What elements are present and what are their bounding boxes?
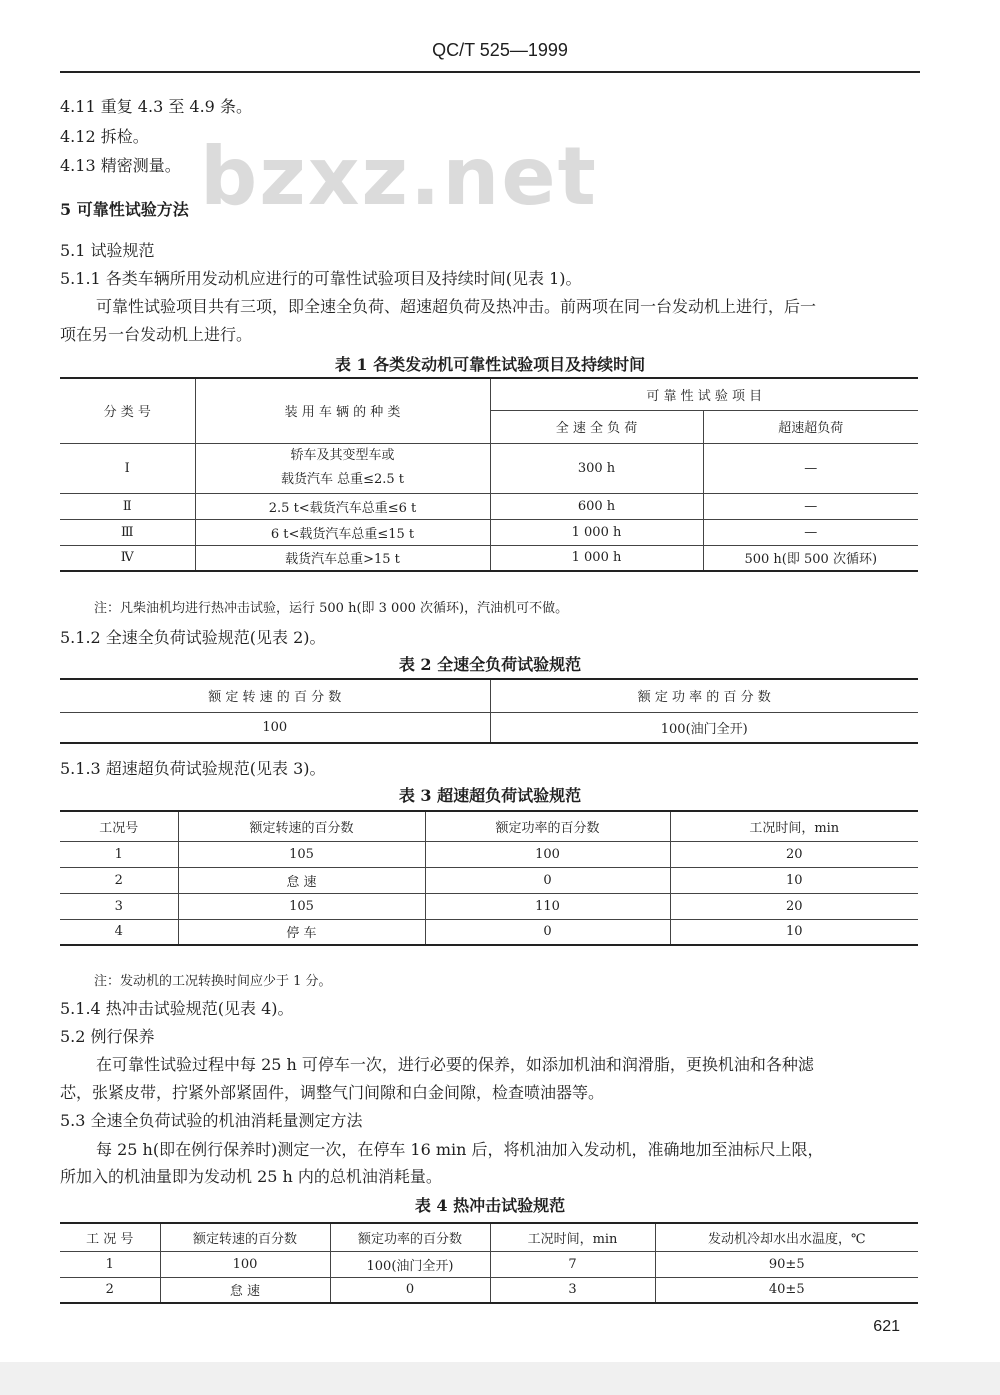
table-row	[60, 519, 918, 545]
table3-note: 注：发动机的工况转换时间应少于 1 分。	[94, 974, 332, 989]
table-cell: Ⅳ	[60, 545, 195, 571]
clause-5-3: 5.3 全速全负荷试验的机油消耗量测定方法	[60, 1111, 363, 1130]
table2-header-speed: 额 定 转 速 的 百 分 数	[60, 679, 490, 712]
clause-5-1-4: 5.1.4 热冲击试验规范(见表 4)。	[60, 999, 294, 1018]
watermark: bzxz.net	[200, 130, 598, 223]
table-cell: Ⅲ	[60, 519, 195, 545]
table-cell: 20	[670, 893, 918, 919]
table-cell: 100(油门全开)	[330, 1251, 490, 1277]
table-cell: 1 000 h	[490, 545, 703, 571]
table3-header: 额定转速的百分数	[178, 811, 425, 841]
cell-line: 轿车及其变型车或	[290, 448, 395, 463]
section-5-heading: 5 可靠性试验方法	[60, 200, 189, 219]
table-cell: 2	[60, 867, 178, 893]
clause-5-1: 5.1 试验规范	[60, 241, 155, 260]
table-cell: 载货汽车总重>15 t	[195, 545, 490, 571]
table-row	[60, 712, 918, 743]
table-cell: 1	[60, 1251, 160, 1277]
table-cell: 2	[60, 1277, 160, 1303]
table-cell: Ⅱ	[60, 493, 195, 519]
table-cell	[195, 443, 490, 493]
table-cell: 100	[60, 712, 490, 743]
table-cell: 40±5	[655, 1277, 918, 1303]
table-row	[60, 893, 918, 919]
table-cell: 4	[60, 919, 178, 945]
table4	[60, 1222, 918, 1304]
paragraph-line: 所加入的机油量即为发动机 25 h 内的总机油消耗量。	[60, 1167, 442, 1186]
table-cell: 3	[60, 893, 178, 919]
table4-header: 工 况 号	[60, 1223, 160, 1251]
clause-5-1-2: 5.1.2 全速全负荷试验规范(见表 2)。	[60, 628, 326, 647]
table-cell: —	[703, 443, 918, 493]
table-cell: 停 车	[178, 919, 425, 945]
table-row	[60, 919, 918, 945]
table-row	[60, 545, 918, 571]
table-cell: Ⅰ	[60, 443, 195, 493]
header-rule	[60, 71, 920, 73]
table-cell: 90±5	[655, 1251, 918, 1277]
table-cell: 1 000 h	[490, 519, 703, 545]
cell-line: 载货汽车 总重≤2.5 t	[280, 472, 405, 487]
clause-5-1-1: 5.1.1 各类车辆所用发动机应进行的可靠性试验项目及持续时间(见表 1)。	[60, 269, 582, 288]
clause-5-1-3: 5.1.3 超速超负荷试验规范(见表 3)。	[60, 759, 326, 778]
table1-header-full-load: 全 速 全 负 荷	[490, 410, 703, 443]
table-cell: 2.5 t<载货汽车总重≤6 t	[195, 493, 490, 519]
table-cell: 105	[178, 841, 425, 867]
table-row	[60, 867, 918, 893]
table2-caption: 表 2 全速全负荷试验规范	[398, 655, 582, 674]
table-cell: 110	[425, 893, 670, 919]
table4-header: 发动机冷却水出水温度，℃	[655, 1223, 918, 1251]
table3-header: 额定功率的百分数	[425, 811, 670, 841]
table1-header-vehicle: 装 用 车 辆 的 种 类	[195, 378, 490, 443]
paragraph-line: 项在另一台发动机上进行。	[60, 325, 253, 344]
table1-caption: 表 1 各类发动机可靠性试验项目及持续时间	[334, 355, 646, 374]
page-header: QC/T 525—1999	[432, 40, 568, 60]
table3-header: 工况时间，min	[670, 811, 918, 841]
table-cell: 500 h(即 500 次循环)	[703, 545, 918, 571]
clause-4-12: 4.12 拆检。	[60, 127, 149, 146]
table3	[60, 810, 918, 946]
clause-4-13: 4.13 精密测量。	[60, 156, 181, 175]
table1-note: 注：凡柴油机均进行热冲击试验，运行 500 h(即 3 000 次循环)，汽油机可不做。	[94, 601, 569, 616]
paragraph-line: 芯，张紧皮带，拧紧外部紧固件，调整气门间隙和白金间隙，检查喷油器等。	[60, 1083, 605, 1102]
table-cell: 300 h	[490, 443, 703, 493]
bottom-band	[0, 1362, 1000, 1395]
table-cell: 0	[425, 867, 670, 893]
table4-header: 工况时间，min	[490, 1223, 655, 1251]
table4-caption: 表 4 热冲击试验规范	[414, 1196, 566, 1215]
table-row	[60, 1251, 918, 1277]
table1-header-class: 分 类 号	[60, 378, 195, 443]
page-number: 621	[873, 1318, 900, 1335]
table-cell: 0	[425, 919, 670, 945]
table-cell: 0	[330, 1277, 490, 1303]
table-cell: 600 h	[490, 493, 703, 519]
clause-5-2: 5.2 例行保养	[60, 1027, 155, 1046]
table-row	[60, 1277, 918, 1303]
table-row	[60, 841, 918, 867]
table4-header: 额定转速的百分数	[160, 1223, 330, 1251]
table-cell: 100	[425, 841, 670, 867]
table2-header-power: 额 定 功 率 的 百 分 数	[490, 679, 918, 712]
table-cell: 10	[670, 919, 918, 945]
table-cell: 6 t<载货汽车总重≤15 t	[195, 519, 490, 545]
table-cell: —	[703, 493, 918, 519]
table4-header: 额定功率的百分数	[330, 1223, 490, 1251]
table1-header-items: 可 靠 性 试 验 项 目	[490, 378, 918, 410]
table-cell: 7	[490, 1251, 655, 1277]
table2	[60, 678, 918, 744]
table-row	[60, 493, 918, 519]
table1-header-overload: 超速超负荷	[703, 410, 918, 443]
table-cell: 100(油门全开)	[490, 712, 918, 743]
table-cell: —	[703, 519, 918, 545]
table-cell: 怠 速	[178, 867, 425, 893]
table3-header: 工况号	[60, 811, 178, 841]
paragraph-line: 每 25 h(即在例行保养时)测定一次，在停车 16 min 后，将机油加入发动机，准确地加至油标尺上限，	[96, 1140, 824, 1159]
table-cell: 100	[160, 1251, 330, 1277]
table1	[60, 377, 918, 572]
table-row	[60, 443, 918, 493]
clause-4-11: 4.11 重复 4.3 至 4.9 条。	[60, 97, 252, 116]
table-cell: 20	[670, 841, 918, 867]
table-cell: 1	[60, 841, 178, 867]
table-cell: 3	[490, 1277, 655, 1303]
paragraph-line: 可靠性试验项目共有三项，即全速全负荷、超速超负荷及热冲击。前两项在同一台发动机上进行，后一	[96, 297, 817, 316]
table3-caption: 表 3 超速超负荷试验规范	[398, 786, 582, 805]
paragraph-line: 在可靠性试验过程中每 25 h 可停车一次，进行必要的保养，如添加机油和润滑脂，更换机油和各种滤	[96, 1055, 814, 1074]
table-cell: 105	[178, 893, 425, 919]
table-cell: 怠 速	[160, 1277, 330, 1303]
table-cell: 10	[670, 867, 918, 893]
